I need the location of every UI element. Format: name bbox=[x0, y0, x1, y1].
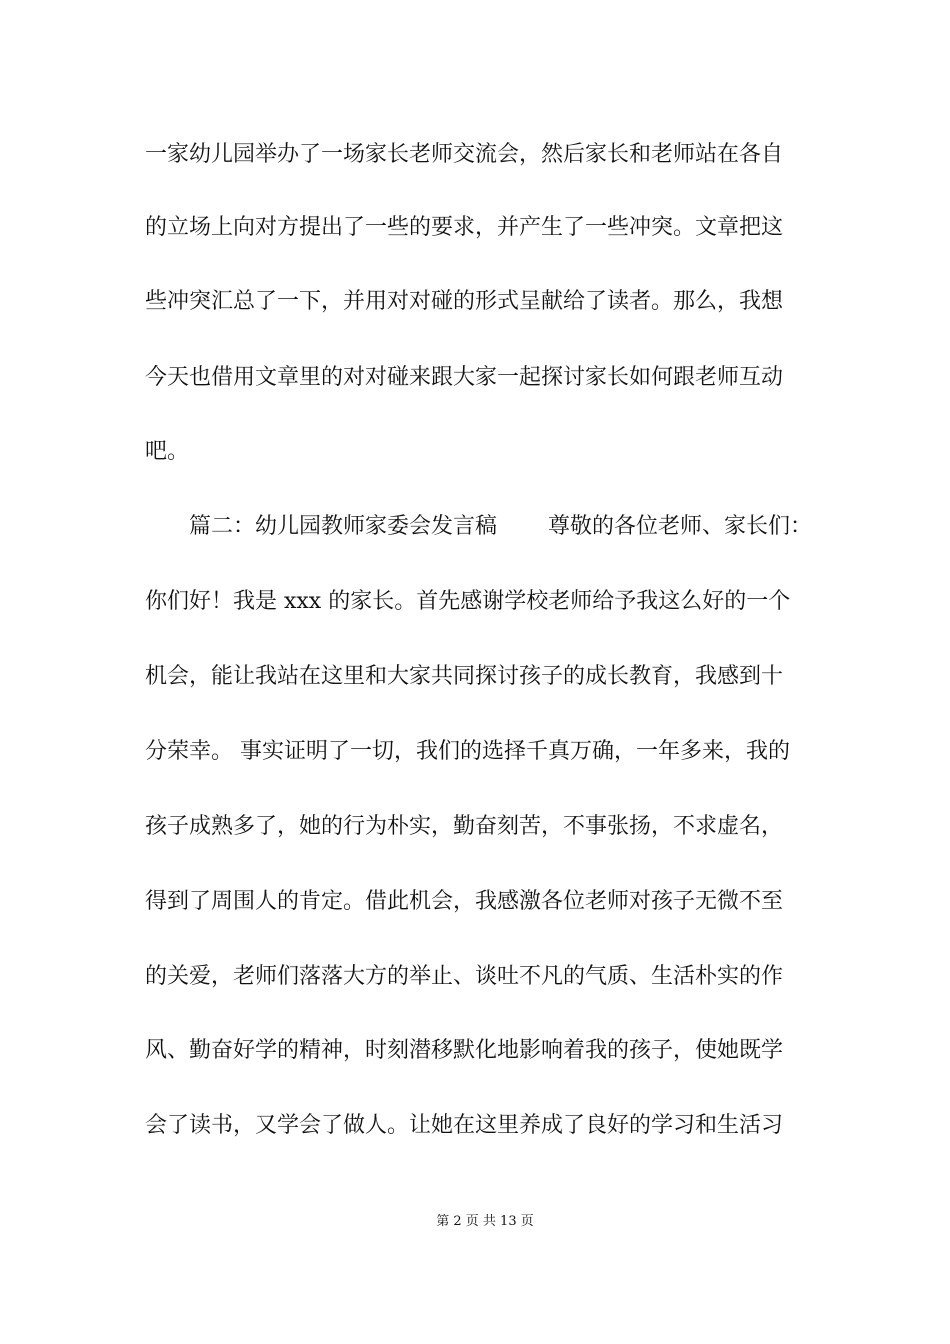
body-text-line: 的关爱，老师们落落大方的举止、谈吐不凡的气质、生活朴实的作 bbox=[145, 964, 784, 989]
body-text-line: 吧。 bbox=[145, 439, 190, 464]
body-text-line: 些冲突汇总了一下，并用对对碰的形式呈献给了读者。那么，我想 bbox=[145, 289, 784, 314]
body-text-line: 今天也借用文章里的对对碰来跟大家一起探讨家长如何跟老师互动 bbox=[145, 365, 784, 390]
body-text-line: 得到了周围人的肯定。借此机会，我感激各位老师对孩子无微不至 bbox=[145, 889, 784, 914]
body-text-line: 孩子成熟多了，她的行为朴实，勤奋刻苦，不事张扬，不求虚名， bbox=[145, 814, 784, 839]
body-text-line: 机会，能让我站在这里和大家共同探讨孩子的成长教育，我感到十 bbox=[145, 664, 784, 689]
body-text-line: 一家幼儿园举办了一场家长老师交流会，然后家长和老师站在各自 bbox=[145, 142, 784, 167]
page-number-footer: 第 2 页 共 13 页 bbox=[436, 1214, 534, 1229]
body-text-line: 分荣幸。 事实证明了一切，我们的选择千真万确，一年多来，我的 bbox=[145, 739, 790, 764]
body-text-line: 的立场上向对方提出了一些的要求，并产生了一些冲突。文章把这 bbox=[145, 215, 784, 240]
body-text-line: 风、勤奋好学的精神，时刻潜移默化地影响着我的孩子，使她既学 bbox=[145, 1038, 784, 1063]
section-heading-line: 篇二：幼儿园教师家委会发言稿 尊敬的各位老师、家长们： bbox=[145, 514, 812, 539]
body-text-line: 会了读书，又学会了做人。让她在这里养成了良好的学习和生活习 bbox=[145, 1113, 784, 1138]
body-text-line: 你们好！我是 xxx 的家长。首先感谢学校老师给予我这么好的一个 bbox=[145, 589, 791, 614]
